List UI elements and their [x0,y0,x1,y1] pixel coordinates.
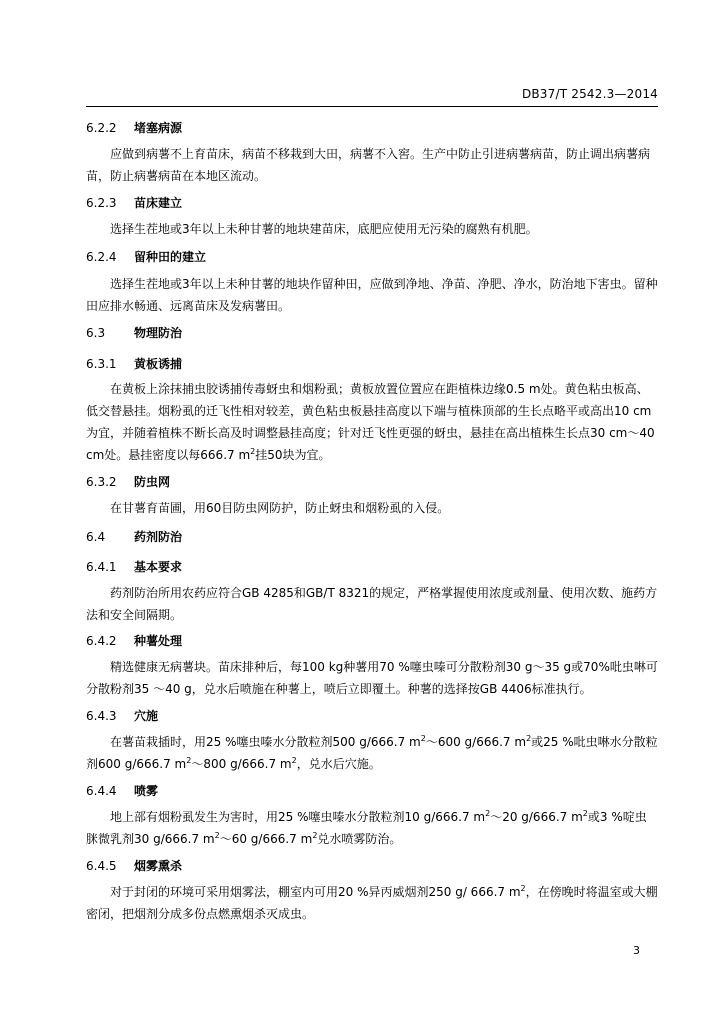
section-title: 烟雾熏杀 [134,859,183,873]
heading-6-4 [86,528,182,545]
section-title: 苗床建立 [134,196,183,210]
header-rule [86,106,658,107]
heading-6-2-3 [86,194,182,211]
heading-6-4-1 [86,558,182,575]
section-title: 种薯处理 [134,634,183,648]
section-number: 6.4.2 [86,634,117,648]
paragraph-6-2-2: 应做到病薯不上育苗床，病苗不移栽到大田，病薯不入窖。生产中防止引进病薯病苗，防止调出病薯病苗，防止病薯病苗在本地区流动。 [86,147,651,183]
heading-6-2-4 [86,248,206,265]
heading-6-2-2 [86,119,182,136]
section-number: 6.2.3 [86,196,117,210]
superscript: 2 [291,756,297,765]
heading-6-4-5 [86,857,182,874]
heading-6-4-4 [86,782,158,799]
page-number: 3 [633,944,640,957]
superscript: 2 [485,809,491,818]
heading-6-3-1 [86,355,182,372]
paragraph-6-4-4: 地上部有烟粉虱发生为害时，用25 %噻虫嗪水分散粒剂10 g/666.7 $m^2\sim 20$ g/666.7 $m^2$或3 %啶虫脒微乳剂30 g/666.7 $m^2\sim 60$ g/666.7 $m^2$兑水喷雾防治。 [86,809,647,846]
section-title: 堵塞病源 [134,121,183,135]
superscript: 2 [250,447,256,456]
superscript: 2 [186,756,192,765]
document-code: DB37/T 2542.3—2014 [521,87,658,101]
section-number: 6.3.2 [86,475,117,489]
section-number: 6.2.2 [86,121,117,135]
paragraph-6-3-2: 在甘薯育苗圃，用60目防虫网防护，防止蚜虫和烟粉虱的入侵。 [110,501,450,515]
superscript: 2 [214,831,220,840]
superscript: 2 [312,831,318,840]
superscript: 2 [520,884,526,893]
superscript: 2 [526,734,532,743]
section-title: 物理防治 [134,326,183,340]
paragraph-6-4-3: 在薯苗栽插时，用25 %噻虫嗪水分散粒剂500 g/666.7 $m^2\sim 600$ g/666.7 $m^2$或25 %吡虫啉水分散粒剂600 g/666.7 $m^2\sim 800$ g/666.7 $m^2$，兑水后穴施。 [86,734,658,771]
heading-6-3-2 [86,473,170,490]
paragraph-6-4-5: 对于封闭的环境可采用烟雾法，棚室内可用20 %异丙威烟剂250 g/ 666.7 $m^2$，在傍晚时将温室或大棚密闭，把烟剂分成多份点燃熏烟杀灭成虫。 [86,884,658,921]
paragraph-6-4-2: 精选健康无病薯块。苗床排种后，每100 kg种薯用70 %噻虫嗪可分散粉剂30 g～35 g或70%吡虫啉可分散粉剂35 ～40 g，兑水后喷施在种薯上，喷后立即覆土。种薯的选择按GB 4406标准执行。 [86,660,658,696]
section-title: 留种田的建立 [134,250,207,264]
heading-6-4-3 [86,707,158,724]
section-number: 6.4 [86,530,106,544]
section-number: 6.4.5 [86,859,117,873]
heading-6-4-2 [86,632,182,649]
superscript: 2 [420,734,426,743]
section-title: 药剂防治 [134,530,183,544]
section-number: 6.4.4 [86,784,117,798]
section-title: 喷雾 [134,784,159,798]
section-number: 6.4.3 [86,709,117,723]
paragraph-6-2-3: 选择生茬地或3年以上未种甘薯的地块建苗床，底肥应使用无污染的腐熟有机肥。 [110,222,538,236]
superscript: 2 [582,809,588,818]
section-title: 穴施 [134,709,159,723]
section-title: 基本要求 [134,560,183,574]
paragraph-6-4-1: 药剂防治所用农药应符合GB 4285和GB/T 8321的规定，严格掌握使用浓度或剂量、使用次数、施药方法和安全间隔期。 [86,586,658,622]
heading-6-3 [86,324,182,341]
section-number: 6.2.4 [86,250,117,264]
section-number: 6.3 [86,326,106,340]
section-title: 黄板诱捕 [134,357,183,371]
section-title: 防虫网 [134,475,171,489]
section-number: 6.3.1 [86,357,117,371]
paragraph-6-2-4: 选择生茬地或3年以上未种甘薯的地块作留种田，应做到净地、净苗、净肥、净水，防治地下害虫。留种田应排水畅通、远离苗床及发病薯田。 [86,277,658,313]
paragraph-6-3-1: 在黄板上涂抹捕虫胶诱捕传毒蚜虫和烟粉虱；黄板放置位置应在距植株边缘0.5 m处。黄色粘虫板高、低交替悬挂。烟粉虱的迁飞性相对较差，黄色粘虫板悬挂高度以下端与植株顶部的生长点略平或高出10 cm为宜，并随着植株不断长高及时调整悬挂高度；针对迁飞性更强的蚜虫，悬挂在高出植株生长点30 cm～40 cm处。悬挂密度以每666.7 $m^2$挂50块为宜。 [86,382,655,462]
section-number: 6.4.1 [86,560,117,574]
